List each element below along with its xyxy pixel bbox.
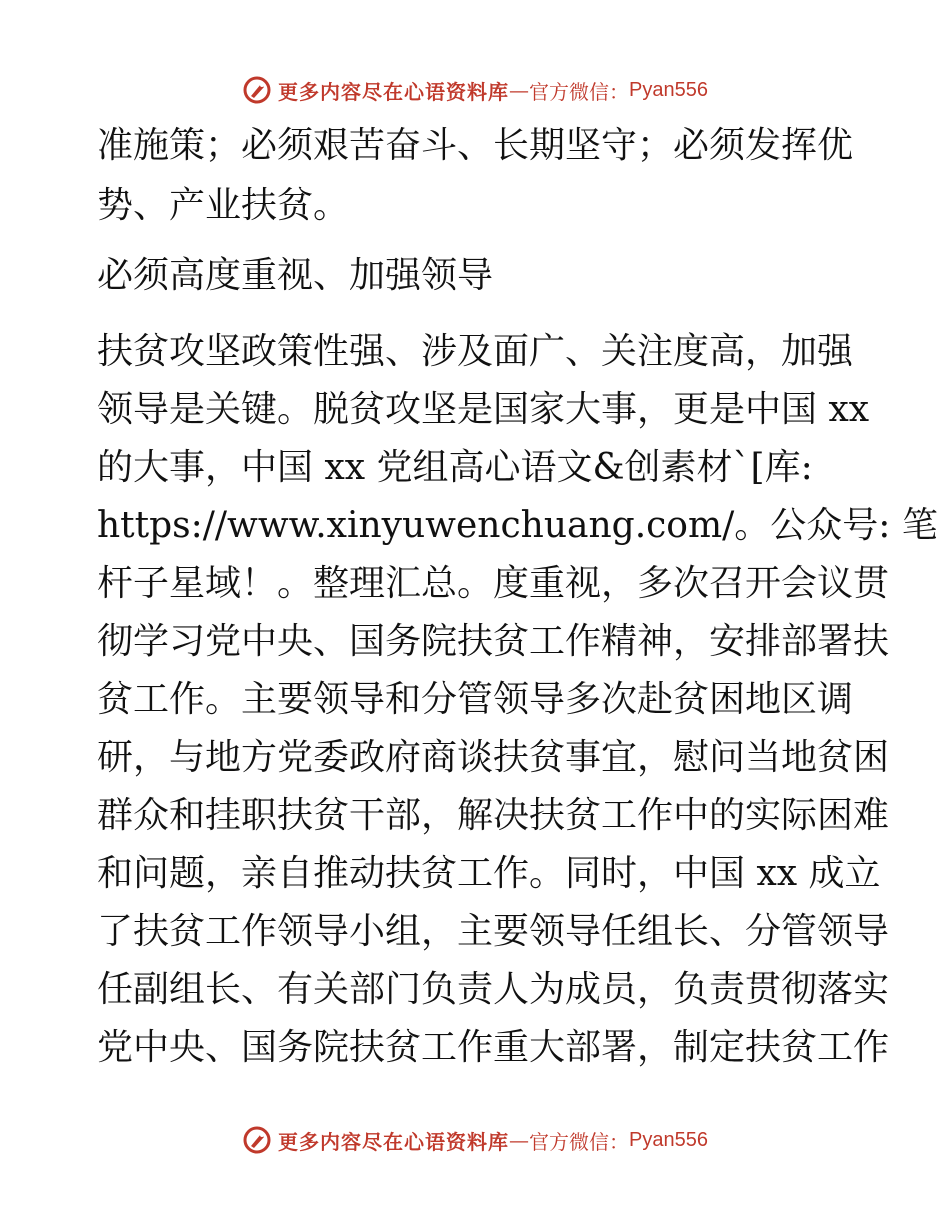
text-line: 研，与地方党委政府商谈扶贫事宜，慰问当地贫困 (97, 737, 890, 778)
text-line: 准施策；必须艰苦奋斗、长期坚守；必须发挥优 (97, 125, 854, 166)
text-line: 了扶贫工作领导小组，主要领导任组长、分管领导 (97, 911, 890, 952)
banner-brand-text: 更多内容尽在心语资料库 (278, 1129, 510, 1154)
text-line: 势、产业扶贫。 (97, 185, 350, 226)
pen-nib-circle-icon (242, 1125, 272, 1155)
text-line: 领导是关键。脱贫攻坚是国家大事，更是中国 xx (97, 389, 870, 430)
pen-nib-circle-icon (242, 75, 272, 105)
text-line: 扶贫攻坚政策性强、涉及面广、关注度高，加强 (97, 331, 854, 372)
banner-brand-text: 更多内容尽在心语资料库 (278, 79, 510, 104)
text-line: 党中央、国务院扶贫工作重大部署，制定扶贫工作 (97, 1027, 890, 1068)
text-line: 任副组长、有关部门负责人为成员，负责贯彻落实 (97, 969, 890, 1010)
banner-wechat-label: 官方微信： (529, 1129, 630, 1154)
text-line: 群众和挂职扶贫干部，解决扶贫工作中的实际困难 (97, 795, 890, 836)
text-line: https://www.xinyuwenchuang.com/。公众号: 笔 (97, 505, 938, 546)
banner-wechat-id: Pyan556 (629, 1128, 708, 1151)
banner-dash: — (509, 1128, 530, 1152)
banner-wechat-id: Pyan556 (629, 78, 708, 101)
banner-dash: — (509, 78, 530, 102)
header-banner (0, 70, 950, 110)
text-line: 的大事，中国 xx 党组高心语文&创素材`[库: (97, 447, 813, 488)
text-line: 彻学习党中央、国务院扶贫工作精神，安排部署扶 (97, 621, 890, 662)
banner-wechat-label: 官方微信： (529, 79, 630, 104)
footer-banner (0, 1120, 950, 1160)
section-heading: 必须高度重视、加强领导 (97, 255, 494, 296)
text-line: 贫工作。主要领导和分管领导多次赴贫困地区调 (97, 679, 854, 720)
text-line: 杆子星域！。整理汇总。度重视，多次召开会议贯 (97, 563, 890, 604)
text-line: 和问题，亲自推动扶贫工作。同时，中国 xx 成立 (97, 853, 881, 894)
